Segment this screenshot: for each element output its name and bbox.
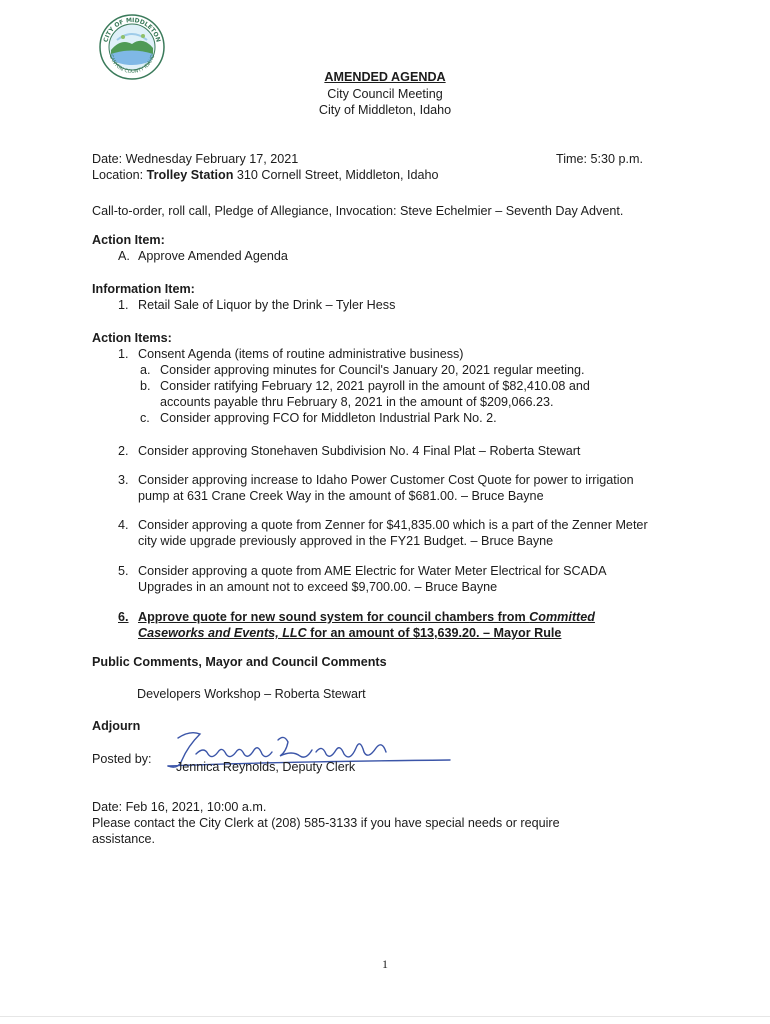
call-to-order: Call-to-order, roll call, Pledge of Allegiance, Invocation: Steve Echelmier – Seventh Day Advent.: [92, 204, 624, 218]
item3-text: Consider approving increase to Idaho Power Customer Cost Quote for power to irrigation pump at 631 Crane Creek Way in the amount of $681.00. – Bruce Bayne: [138, 473, 634, 503]
item3-marker: 3.: [118, 473, 129, 487]
item6-marker: 6.: [118, 610, 129, 624]
location-venue: Trolley Station: [146, 168, 234, 182]
item2-text: Consider approving Stonehaven Subdivision No. 4 Final Plat – Roberta Stewart: [138, 444, 581, 458]
meeting-date: Date: Wednesday February 17, 2021: [92, 152, 299, 166]
meeting-location: [92, 167, 439, 183]
information-item-text: Retail Sale of Liquor by the Drink – Tyler Hess: [138, 298, 396, 312]
public-comments-heading: Public Comments, Mayor and Council Comments: [92, 655, 387, 669]
item1-text: Consent Agenda (items of routine administrative business): [138, 347, 464, 361]
posted-date: Date: Feb 16, 2021, 10:00 a.m.: [92, 800, 267, 814]
subitem-b-text: Consider ratifying February 12, 2021 payroll in the amount of $82,410.08 and accounts payable thru February 8, 2021 in the amount of $209,066.23.: [160, 379, 590, 409]
subitem-c-marker: c.: [140, 411, 150, 425]
item6-text-part1: Approve quote for new sound system for council chambers from: [138, 610, 530, 624]
adjourn-heading: Adjourn: [92, 719, 141, 733]
item6-text: [138, 609, 648, 641]
agenda-subtitle: City Council Meeting: [327, 87, 443, 101]
item1-marker: 1.: [118, 347, 129, 361]
item4-marker: 4.: [118, 518, 129, 532]
page-bottom-divider: [0, 1016, 770, 1017]
item5-text: Consider approving a quote from AME Electric for Water Meter Electrical for SCADA Upgrades in an amount not to exceed $9,700.00. – Bruce Bayne: [138, 564, 606, 594]
item6-vendor: Committed Caseworks and Events, LLC: [138, 610, 595, 640]
item2-marker: 2.: [118, 444, 129, 458]
contact-note: Please contact the City Clerk at (208) 585-3133 if you have special needs or require assistance.: [92, 816, 560, 846]
page-number: 1: [382, 957, 388, 971]
posted-by-name: Jennica Reynolds, Deputy Clerk: [176, 760, 356, 774]
subitem-a-text: Consider approving minutes for Council's January 20, 2021 regular meeting.: [160, 363, 585, 377]
location-label: Location:: [92, 168, 144, 182]
posted-by-label: Posted by:: [92, 752, 152, 766]
public-comments-text: Developers Workshop – Roberta Stewart: [137, 687, 366, 701]
action-item-marker: A.: [118, 249, 130, 263]
agenda-title: AMENDED AGENDA: [324, 70, 446, 84]
svg-text:CITY OF MIDDLETON: CITY OF MIDDLETON: [102, 16, 162, 44]
item5-marker: 5.: [118, 564, 129, 578]
action-item-heading: Action Item:: [92, 233, 165, 247]
subitem-a-marker: a.: [140, 363, 151, 377]
item4-text: Consider approving a quote from Zenner for $41,835.00 which is a part of the Zenner Meter city wide upgrade previously approved in the FY21 Budget. – Bruce Bayne: [138, 518, 648, 548]
subitem-b-marker: b.: [140, 379, 151, 393]
meeting-time: Time: 5:30 p.m.: [556, 152, 644, 166]
information-item-heading: Information Item:: [92, 282, 195, 296]
svg-text:CANYON COUNTY IDAHO: CANYON COUNTY IDAHO: [107, 53, 157, 76]
information-item-marker: 1.: [118, 298, 129, 312]
subitem-c-text: Consider approving FCO for Middleton Industrial Park No. 2.: [160, 411, 497, 425]
agenda-city: City of Middleton, Idaho: [318, 103, 452, 117]
action-item-text: Approve Amended Agenda: [138, 249, 288, 263]
action-items-heading: Action Items:: [92, 331, 172, 345]
location-address: 310 Cornell Street, Middleton, Idaho: [233, 168, 439, 182]
item6-text-part3: for an amount of $13,639.20. – Mayor Rule: [306, 626, 562, 640]
